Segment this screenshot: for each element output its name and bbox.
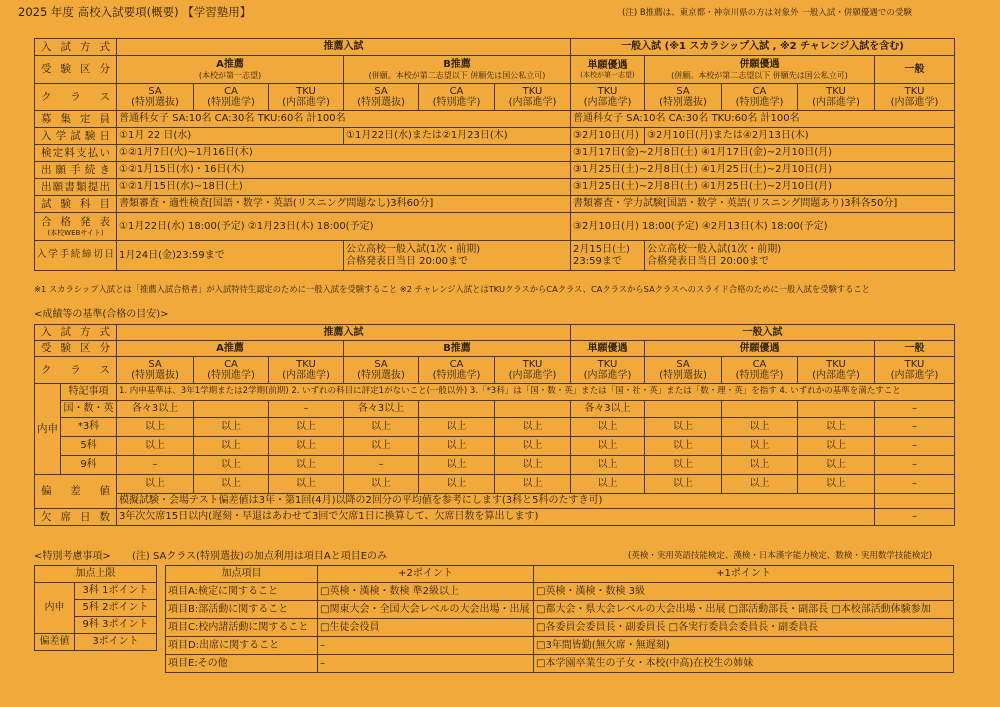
criteria-cell: 以上: [645, 418, 722, 437]
criteria-cell: [798, 401, 875, 418]
class-cell: CA (特別進学): [722, 84, 798, 111]
date-b: ①1月22日(水)または②1月23日(木): [344, 128, 571, 145]
criteria-cell: [645, 401, 722, 418]
criteria-cell: 以上: [269, 475, 344, 494]
criteria-cell: 以上: [419, 437, 495, 456]
result-suisen: ①1月22日(水) 18:00(予定) ②1月23日(木) 18:00(予定): [117, 213, 571, 241]
docs-ippan: ③1月25日(土)~2月8日(土) ④1月25日(土)~2月10日(月): [571, 179, 955, 196]
class-cell: TKU (内部進学): [269, 84, 344, 111]
class-cell: SA (特別選抜): [645, 84, 722, 111]
a-suisen-cell: A推薦 (本校が第一志望): [117, 56, 344, 84]
tokki-label: 特記事項: [61, 384, 117, 401]
criteria-cell: 以上: [419, 456, 495, 475]
hensa-note: 模擬試験・会場テスト偏差値は3年・第1回(4月)以降の2回分の平均値を参考にします(3科と5科のたすき可): [117, 494, 875, 509]
class-cell: SA (特別選抜): [344, 84, 419, 111]
ippan-header: 一般入試: [571, 325, 955, 341]
top-note: (注) B推薦は、東京都・神奈川県の方は対象外 一般入試・併願優遇での受験: [622, 8, 912, 18]
kokusu-label: 国・数・英: [61, 401, 117, 418]
deadline-a: 1月24日(金)23:59まで: [117, 241, 344, 271]
points-head-1: +1ポイント: [534, 566, 954, 583]
row-label: 受験区分: [35, 341, 117, 357]
kentei-note: (英検・実用英語技能検定、漢検・日本漢字能力検定、数検・実用数学技能検定): [628, 551, 933, 561]
fee-suisen: ①②1月7日(火)~1月16日(木): [117, 145, 571, 162]
special-note: (注) SAクラス(特別選抜)の加点利用は項目Aと項目Eのみ: [132, 551, 388, 562]
class-cell: CA (特別進学): [419, 84, 495, 111]
criteria-cell: 以上: [495, 437, 571, 456]
criteria-cell: 以上: [798, 418, 875, 437]
row-label: 入学試験日: [35, 128, 117, 145]
tangan-cell: 単願優遇 (本校が第一志望): [571, 56, 645, 84]
s9-label: 9科: [61, 456, 117, 475]
criteria-cell: 以上: [269, 456, 344, 475]
row-label: 出願書類提出: [35, 179, 117, 196]
criteria-cell: –: [875, 401, 955, 418]
naishin-label: 内申: [35, 384, 61, 475]
criteria-cell: 以上: [269, 418, 344, 437]
criteria-cell: 以上: [571, 437, 645, 456]
hensa-label: 偏差値: [35, 634, 75, 651]
points-1: □3年間皆勤(無欠席・無遅刻): [534, 637, 954, 655]
apply-ippan: ③1月25日(土)~2月8日(土) ④1月25日(土)~2月10日(月): [571, 162, 955, 179]
date-hei: ③2月10日(月)または④2月13日(木): [645, 128, 955, 145]
kesseki-ippan: –: [875, 509, 955, 526]
teiin-suisen: 普通科女子 SA:10名 CA:30名 TKU:60名 計100名: [117, 111, 571, 128]
criteria-cell: –: [875, 475, 955, 494]
subj-suisen: 書類審査・適性検査[国語・数学・英語(リスニング問題なし)3科60分]: [117, 196, 571, 213]
criteria-cell: –: [875, 437, 955, 456]
criteria-cell: –: [875, 418, 955, 437]
kesseki-label: 欠席日数: [35, 509, 117, 526]
teiin-ippan: 普通科女子 SA:10名 CA:30名 TKU:60名 計100名: [571, 111, 955, 128]
result-ippan: ③2月10日(月) 18:00(予定) ④2月13日(木) 18:00(予定): [571, 213, 955, 241]
criteria-cell: 以上: [194, 418, 269, 437]
ippan: 一般: [875, 341, 955, 357]
class-cell: TKU (内部進学): [571, 84, 645, 111]
naishin-label: 内申: [35, 583, 75, 634]
criteria-cell: 以上: [194, 456, 269, 475]
criteria-cell: 以上: [419, 418, 495, 437]
points-2: –: [318, 637, 534, 655]
class-cell: CA (特別進学): [194, 84, 269, 111]
suisen-header: 推薦入試: [117, 325, 571, 341]
criteria-cell: 以上: [798, 437, 875, 456]
limit-head: 加点上限: [35, 566, 157, 583]
points-item: 項目A:検定に関すること: [166, 583, 318, 601]
hensa-limit: 3ポイント: [75, 634, 157, 651]
class-cell: TKU (内部進学): [495, 357, 571, 384]
points-2: □生徒会役員: [318, 619, 534, 637]
criteria-cell: 以上: [645, 475, 722, 494]
criteria-cell: [722, 401, 798, 418]
deadline-b: 公立高校一般入試(1次・前期) 合格発表日当日 20:00まで: [344, 241, 571, 271]
criteria-cell: 以上: [722, 456, 798, 475]
criteria-cell: 以上: [344, 418, 419, 437]
criteria-cell: 以上: [722, 418, 798, 437]
class-cell: TKU (内部進学): [875, 84, 955, 111]
suisen-header: 推薦入試: [117, 39, 571, 56]
criteria-cell: –: [344, 456, 419, 475]
criteria-cell: 以上: [571, 475, 645, 494]
criteria-cell: 以上: [344, 437, 419, 456]
criteria-title: <成績等の基準(合格の目安)>: [34, 309, 169, 320]
b-suisen-cell: B推薦 (併願。本校が第二志望以下 併願先は国公私立可): [344, 56, 571, 84]
criteria-cell: 以上: [117, 418, 194, 437]
empty-cell: [875, 494, 955, 509]
row-label: クラス: [35, 84, 117, 111]
page-title: 2025 年度 高校入試要項(概要) 【学習塾用】: [18, 5, 252, 19]
criteria-cell: 以上: [269, 437, 344, 456]
class-cell: CA (特別進学): [722, 357, 798, 384]
criteria-cell: 以上: [117, 475, 194, 494]
row-label: クラス: [35, 357, 117, 384]
deadline-tan: 2月15日(土) 23:59まで: [571, 241, 645, 271]
row-label: 入試方式: [35, 325, 117, 341]
kesseki-text: 3年次欠席15日以内(遅刻・早退はあわせて3回で欠席1日に換算して、欠席日数を算出します): [117, 509, 875, 526]
class-cell: TKU (内部進学): [798, 84, 875, 111]
criteria-cell: 以上: [194, 437, 269, 456]
docs-suisen: ①②1月15日(水)~18日(土): [117, 179, 571, 196]
points-item: 項目B:部活動に関すること: [166, 601, 318, 619]
points-1: □本学園卒業生の子女・本校(中高)在校生の姉妹: [534, 655, 954, 673]
criteria-cell: [194, 401, 269, 418]
class-cell: TKU (内部進学): [875, 357, 955, 384]
points-2: □関東大会・全国大会レベルの大会出場・出展: [318, 601, 534, 619]
points-table: [165, 565, 954, 673]
class-cell: SA (特別選抜): [645, 357, 722, 384]
row-label: 出願手続き: [35, 162, 117, 179]
tokki-text: 1. 内申基準は、3年1学期または2学期(前期) 2. いずれの科目に評定1がないこと(一般以外) 3.「*3科」は「国・数・英」または「国・社・英」または「数・理・英」を指す 4. いずれかの基準を満たすこと: [117, 384, 955, 401]
criteria-cell: 以上: [495, 418, 571, 437]
ippan-header: 一般入試 (※1 スカラシップ入試 , ※2 チャレンジ入試を含む): [571, 39, 955, 56]
date-a: ①1月 22 日(水): [117, 128, 344, 145]
limit-table: [34, 565, 157, 651]
subj-ippan: 書類審査・学力試験[国語・数学・英語(リスニング問題あり)3科各50分]: [571, 196, 955, 213]
row-label: 受験区分: [35, 56, 117, 84]
date-tan: ③2月10日(月): [571, 128, 645, 145]
b-suisen: B推薦: [344, 341, 571, 357]
heigan-cell: 併願優遇 (併願。本校が第二志望以下 併願先は国公私立可): [645, 56, 875, 84]
row-label: 検定料支払い: [35, 145, 117, 162]
criteria-cell: 以上: [571, 456, 645, 475]
heigan: 併願優遇: [645, 341, 875, 357]
row-label: 試験科目: [35, 196, 117, 213]
points-2: □英検・漢検・数検 準2級以上: [318, 583, 534, 601]
points-head-2: +2ポイント: [318, 566, 534, 583]
criteria-cell: 以上: [419, 475, 495, 494]
criteria-cell: 以上: [117, 437, 194, 456]
hensa-label: 偏差値: [35, 475, 117, 509]
points-2: –: [318, 655, 534, 673]
criteria-cell: 各々3以上: [571, 401, 645, 418]
class-cell: CA (特別進学): [194, 357, 269, 384]
points-1: □都大会・県大会レベルの大会出場・出展 □部活動部長・副部長 □本校部活動体験参加: [534, 601, 954, 619]
notes-1: ※1 スカラシップ入試とは「推薦入試合格者」が入試特待生認定のために一般入試を受験すること ※2 チャレンジ入試とはTKUクラスからCAクラス、CAクラスからSAクラスへのスライド合格のために一般入試を受験すること: [34, 284, 870, 294]
admission-table: [34, 38, 955, 271]
points-1: □英検・漢検・数検 3級: [534, 583, 954, 601]
class-cell: SA (特別選抜): [117, 84, 194, 111]
points-head-item: 加点項目: [166, 566, 318, 583]
deadline-hei: 公立高校一般入試(1次・前期) 合格発表日当日 20:00まで: [645, 241, 955, 271]
limit-row: 5科 2ポイント: [75, 600, 157, 617]
criteria-cell: –: [875, 456, 955, 475]
class-cell: TKU (内部進学): [571, 357, 645, 384]
s3-label: *3科: [61, 418, 117, 437]
criteria-cell: 以上: [194, 475, 269, 494]
criteria-cell: 以上: [722, 475, 798, 494]
criteria-cell: 以上: [798, 456, 875, 475]
criteria-cell: 各々3以上: [117, 401, 194, 418]
s5-label: 5科: [61, 437, 117, 456]
tangan: 単願優遇: [571, 341, 645, 357]
class-cell: CA (特別進学): [419, 357, 495, 384]
criteria-cell: –: [117, 456, 194, 475]
criteria-cell: –: [269, 401, 344, 418]
class-cell: TKU (内部進学): [798, 357, 875, 384]
criteria-cell: 以上: [798, 475, 875, 494]
limit-row: 3科 1ポイント: [75, 583, 157, 600]
apply-suisen: ①②1月15日(水)・16日(木): [117, 162, 571, 179]
limit-row: 9科 3ポイント: [75, 617, 157, 634]
class-cell: SA (特別選抜): [344, 357, 419, 384]
criteria-cell: 以上: [495, 475, 571, 494]
criteria-cell: 以上: [722, 437, 798, 456]
points-1: □各委員会委員長・副委員長 □各実行委員会委員長・副委員長: [534, 619, 954, 637]
row-label: 募集定員: [35, 111, 117, 128]
row-label: 入試方式: [35, 39, 117, 56]
criteria-cell: 以上: [645, 456, 722, 475]
row-label: 合格発表 (本校WEBサイト): [35, 213, 117, 241]
criteria-cell: 各々3以上: [344, 401, 419, 418]
class-cell: TKU (内部進学): [269, 357, 344, 384]
class-cell: SA (特別選抜): [117, 357, 194, 384]
criteria-cell: 以上: [571, 418, 645, 437]
points-item: 項目E:その他: [166, 655, 318, 673]
points-item: 項目D:出席に関すること: [166, 637, 318, 655]
criteria-cell: 以上: [645, 437, 722, 456]
ippan-cell: 一般: [875, 56, 955, 84]
a-suisen: A推薦: [117, 341, 344, 357]
special-title: <特別考慮事項>: [34, 551, 111, 562]
criteria-table: [34, 324, 955, 526]
class-cell: TKU (内部進学): [495, 84, 571, 111]
points-item: 項目C:校内諸活動に関すること: [166, 619, 318, 637]
fee-ippan: ③1月17日(金)~2月8日(土) ④1月17日(金)~2月10日(月): [571, 145, 955, 162]
criteria-cell: 以上: [495, 456, 571, 475]
criteria-cell: [495, 401, 571, 418]
criteria-cell: 以上: [344, 475, 419, 494]
criteria-cell: [419, 401, 495, 418]
row-label: 入学手続締切日: [35, 241, 117, 271]
